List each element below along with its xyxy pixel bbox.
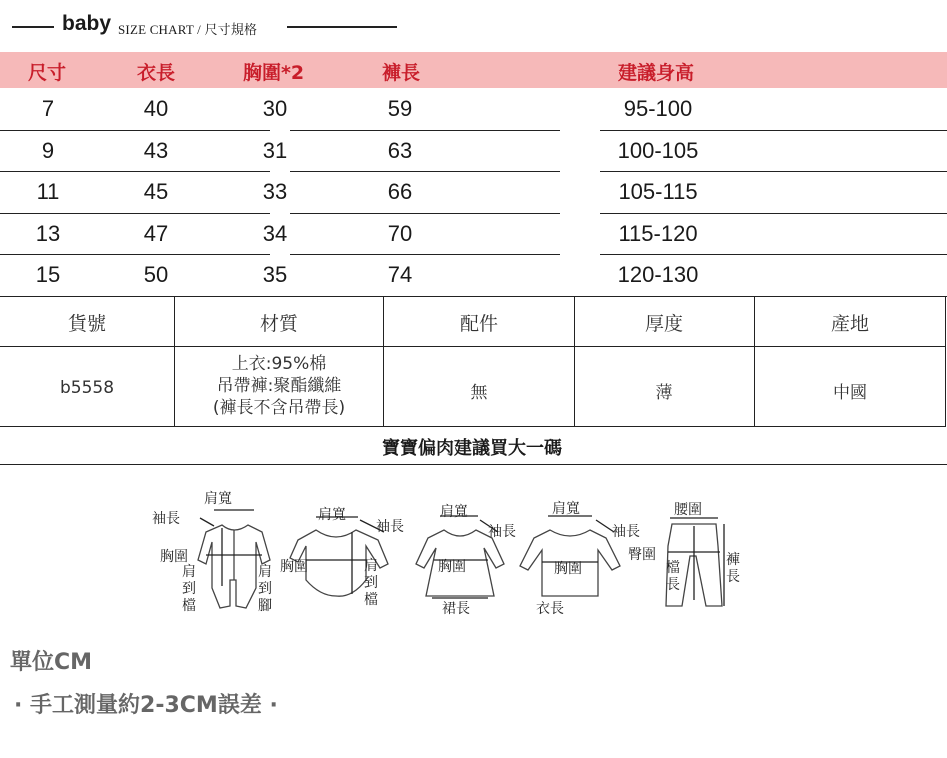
romper-shoulder-foot-label: 肩到腳 xyxy=(258,564,272,614)
size-cell-length: 45 xyxy=(143,179,169,205)
material-line: 吊帶褲:聚酯纖維 xyxy=(216,376,342,396)
size-cell-pants-length: 59 xyxy=(387,96,413,121)
material-value xyxy=(213,353,345,419)
top-sleeve-label: 袖長 xyxy=(612,524,640,540)
unit-text: 單位CM xyxy=(10,650,93,675)
size-row-divider xyxy=(0,213,947,214)
pants-col-header: 褲長 xyxy=(382,62,421,84)
size-cell-chest: 30 xyxy=(262,96,288,121)
info-divider xyxy=(174,297,175,427)
info-divider xyxy=(383,297,384,427)
measurement-error-text: · 手工測量約2-3CM誤差 · xyxy=(14,693,278,718)
dress-skirt-label: 裙長 xyxy=(442,601,470,617)
size-cell-size: 9 xyxy=(41,137,55,163)
material-line: 上衣:95%棉 xyxy=(231,354,327,374)
item-no-value: b5558 xyxy=(59,378,115,398)
size-cell-size: 13 xyxy=(35,220,61,246)
size-advice-text: 寶寶偏肉建議買大一碼 xyxy=(382,438,562,459)
chest-col-header: 胸圍*2 xyxy=(243,62,305,84)
size-cell-height: 115-120 xyxy=(618,220,698,246)
bodysuit-chest-label: 胸圍 xyxy=(280,559,308,575)
size-cell-pants-length: 66 xyxy=(387,179,413,205)
size-cell-length: 50 xyxy=(143,262,169,288)
size-col-header: 尺寸 xyxy=(28,62,67,84)
info-divider xyxy=(754,297,755,427)
thickness-header: 厚度 xyxy=(644,313,684,335)
size-cell-size: 7 xyxy=(41,96,55,121)
item-no-header: 貨號 xyxy=(67,313,107,335)
header-subtitle: SIZE CHART / 尺寸規格 xyxy=(118,22,258,37)
material-header: 材質 xyxy=(259,313,299,335)
pants-hip-label: 臀圍 xyxy=(628,547,656,563)
accessory-value: 無 xyxy=(470,383,488,403)
bodysuit-sleeve-label: 袖長 xyxy=(376,519,404,535)
size-table-header xyxy=(0,52,947,88)
origin-value: 中國 xyxy=(833,383,867,403)
romper-shoulder-crotch-label: 肩到檔 xyxy=(182,564,196,614)
bodysuit-shoulder-label: 肩寬 xyxy=(318,507,346,523)
top-chest-label: 胸圍 xyxy=(554,561,582,577)
pants-rise-label: 檔長 xyxy=(666,560,680,593)
size-cell-chest: 31 xyxy=(262,137,288,163)
length-col-header: 衣長 xyxy=(137,62,176,84)
size-cell-size: 11 xyxy=(36,179,60,205)
romper-shoulder-label: 肩寬 xyxy=(204,491,232,507)
size-cell-chest: 35 xyxy=(262,262,288,288)
pants-length-label: 褲長 xyxy=(726,552,740,585)
header-title: baby xyxy=(62,12,112,35)
garment-diagram xyxy=(0,480,947,630)
origin-header: 產地 xyxy=(830,313,870,335)
header-line-left xyxy=(12,26,54,28)
size-cell-length: 47 xyxy=(143,220,169,246)
size-cell-pants-length: 74 xyxy=(387,262,413,288)
size-cell-size: 15 xyxy=(35,262,61,288)
size-cell-height: 95-100 xyxy=(623,96,693,121)
size-cell-length: 43 xyxy=(143,137,169,163)
size-cell-height: 100-105 xyxy=(617,137,699,163)
thickness-value: 薄 xyxy=(655,383,673,403)
header-line-right xyxy=(287,26,397,28)
dress-shoulder-label: 肩寬 xyxy=(440,504,468,520)
romper-sleeve-label: 袖長 xyxy=(152,511,180,527)
top-shoulder-label: 肩寬 xyxy=(552,501,580,517)
size-row-divider xyxy=(0,171,947,172)
size-cell-height: 120-130 xyxy=(617,262,699,288)
size-cell-chest: 34 xyxy=(262,220,288,246)
accessory-header: 配件 xyxy=(459,313,499,335)
material-line: (褲長不含吊帶長) xyxy=(212,398,346,418)
top-outline xyxy=(520,516,620,596)
dress-sleeve-label: 袖長 xyxy=(488,524,516,540)
dress-chest-label: 胸圍 xyxy=(438,559,466,575)
size-cell-height: 105-115 xyxy=(618,179,698,205)
info-row-divider xyxy=(0,346,946,347)
size-cell-length: 40 xyxy=(143,96,169,121)
size-cell-chest: 33 xyxy=(262,179,288,205)
info-divider xyxy=(574,297,575,427)
pants-waist-label: 腰圍 xyxy=(674,502,702,518)
info-table xyxy=(0,296,946,427)
romper-chest-label: 胸圍 xyxy=(160,549,188,565)
size-cell-pants-length: 63 xyxy=(387,137,413,163)
top-length-label: 衣長 xyxy=(536,601,564,617)
size-cell-pants-length: 70 xyxy=(387,220,413,246)
size-row-divider xyxy=(0,130,947,131)
size-advice-row xyxy=(0,428,947,465)
bodysuit-shoulder-crotch-label: 肩到檔 xyxy=(364,558,378,608)
size-row-divider xyxy=(0,254,947,255)
height-col-header: 建議身高 xyxy=(618,62,695,84)
